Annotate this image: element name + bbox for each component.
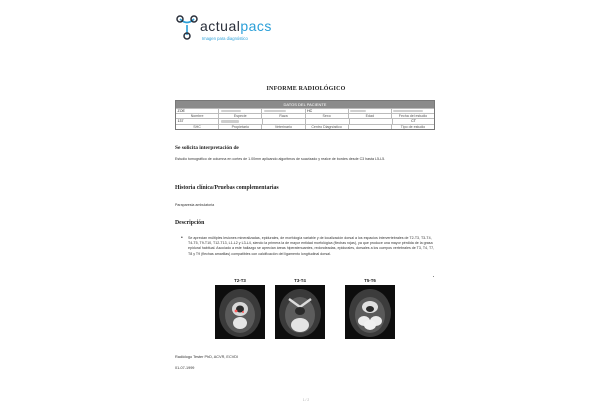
label-shc: SHC xyxy=(193,124,201,129)
patient-row-values-2 xyxy=(176,118,434,123)
cell-shc-value: 137 xyxy=(177,119,184,124)
ct-image-label: T5-T6 xyxy=(364,278,376,283)
cell-center-value xyxy=(305,119,348,123)
cell-date-value xyxy=(391,109,434,113)
label-name: Nombre xyxy=(190,114,204,119)
cell-breed-value xyxy=(261,109,304,113)
cell-age-value xyxy=(348,109,391,113)
page-number: 1 / 2 xyxy=(302,398,310,402)
cell-species-value xyxy=(218,109,261,113)
patient-data-table xyxy=(175,100,435,130)
logo-wordmark: actualpacs xyxy=(200,18,272,34)
label-vet: Veterinario xyxy=(261,125,304,129)
patient-row-values-1 xyxy=(176,108,434,113)
label-sex: Sexo xyxy=(305,114,348,118)
tri-node-logo-icon xyxy=(176,14,198,40)
ct-image-label: T3-T4 xyxy=(294,278,306,283)
ct-image xyxy=(345,285,395,339)
cell-name-value: ZOE xyxy=(177,109,185,113)
label-study-date: Fecha del estudio xyxy=(391,114,434,118)
logo-tagline: Imagen para diagnóstico xyxy=(202,36,248,41)
ct-image xyxy=(215,285,265,339)
report-title: INFORME RADIOLÓGICO xyxy=(266,86,346,92)
label-breed: Raza xyxy=(261,114,304,118)
ct-scan-image xyxy=(345,285,395,339)
patient-table-header: DATOS DEL PACIENTE xyxy=(176,101,434,108)
cell-owner-value xyxy=(218,119,261,123)
cell-study-type-value: CT xyxy=(392,119,434,123)
label-owner: Propietario xyxy=(218,125,261,129)
cell-vet-value xyxy=(262,119,305,123)
label-species: Especie xyxy=(218,114,261,118)
label-age: Edad xyxy=(348,114,391,118)
request-text: Estudio tomográfico de columna en cortes de 1.00mm aplicando algoritmos de suavizado y realce de bordes desde C3 hasta L5-L5. xyxy=(175,157,386,161)
label-center: Centro Diagnóstico xyxy=(305,125,348,129)
history-heading: Historia clínica/Pruebas complementarias xyxy=(175,185,279,191)
ct-scan-image xyxy=(275,285,325,339)
ct-image xyxy=(275,285,325,339)
ct-scan-image xyxy=(215,285,265,339)
cell-sex-value: HC xyxy=(305,109,348,113)
description-heading: Descripción xyxy=(175,220,205,226)
radiologist-signature: Radiólogo Tester PhD, ACVR, ECVDI xyxy=(175,355,239,359)
company-logo xyxy=(176,14,296,44)
label-empty xyxy=(348,125,391,129)
description-bullet: • Se aprecian múltiples lesiones mineralizadas, epidurales, de morfología variable y de localización dorsal a los espacios intervertebrales de T2-T3, T3-T4, T4-T5, T9-T10, T12-T13, L1-L2 y L3-L4, siendo la primera la de mayor entidad morfológica (flechas rojas), ya que produce una mayor pérdida de la grasa epidural habitual. Asociado a este hallazgo se aprecian áreas hiperatenuantes, redondeadas, epidurales, dorsales a los cuerpos vertebrales de T3, T4, T7, T8 y T9 (flechas amarillas) compatibles con calcificación del ligamento longitudinal dorsal. xyxy=(181,236,437,257)
ct-image-label: T2-T3 xyxy=(234,278,246,283)
report-date: 01-07-1999 xyxy=(175,366,195,370)
request-heading: Se solicita interpretación de xyxy=(175,145,239,151)
patient-row-labels-2 xyxy=(176,124,434,129)
label-study-type: Tipo de estudio xyxy=(391,125,434,129)
history-text: Paraparesia ambulatoria xyxy=(175,203,215,207)
cell-empty-value xyxy=(349,119,392,123)
edge-mark xyxy=(433,276,434,277)
patient-row-labels-1 xyxy=(176,113,434,118)
